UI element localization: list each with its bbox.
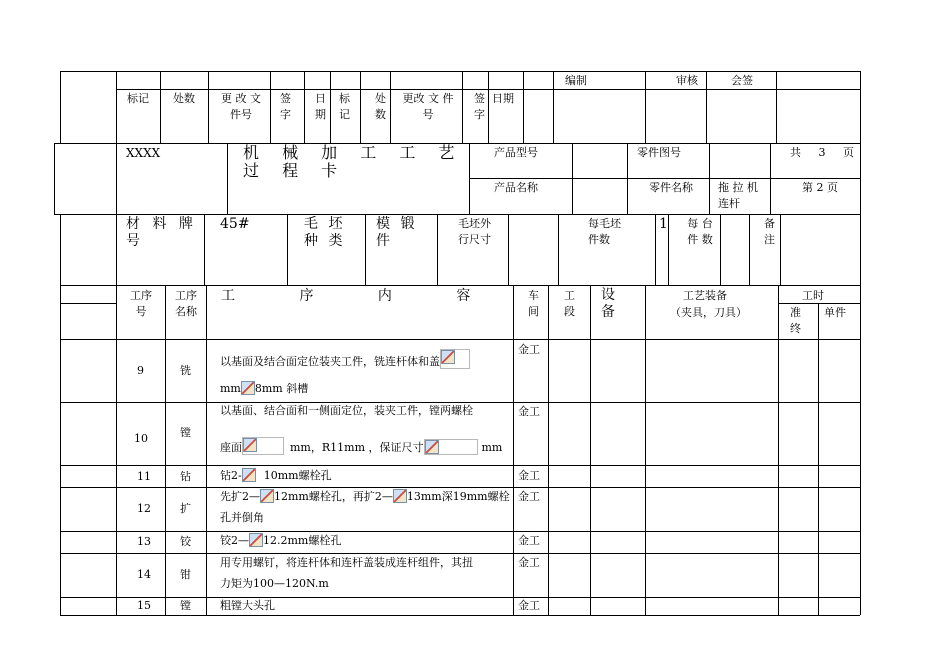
per-blank-label: 每毛坯 件数 xyxy=(588,217,621,246)
material-grade: 45# xyxy=(220,216,250,232)
workshop: 金工 xyxy=(518,490,540,503)
sign-label: 签 字 xyxy=(280,92,291,121)
sign-label-b: 签 字 xyxy=(474,92,485,121)
op-content: 以基面、结合面和一侧面定位，装夹工件，镗两螺栓 xyxy=(220,404,473,417)
image-placeholder-icon xyxy=(425,440,439,454)
col-op-content: 工 序 内 容 xyxy=(221,288,471,304)
mark-label: 标记 xyxy=(127,92,149,105)
image-placeholder-icon xyxy=(241,381,255,395)
op-name: 铰 xyxy=(180,535,191,548)
op-name: 扩 xyxy=(180,502,191,515)
card-title: 机 械 加 工 工 艺 过 程 卡 xyxy=(243,143,464,180)
image-placeholder-icon xyxy=(242,468,256,482)
workshop: 金工 xyxy=(518,599,540,612)
formula-image xyxy=(242,437,284,455)
formula-image xyxy=(440,349,470,369)
date-label-b: 日期 xyxy=(492,92,514,105)
op-number: 11 xyxy=(137,470,151,483)
company-name: XXXX xyxy=(126,146,161,160)
op-content: 钻2- 10mm螺栓孔 xyxy=(220,469,332,482)
col-workshop: 车 间 xyxy=(528,289,539,318)
op-name: 镗 xyxy=(180,599,191,612)
blank-size-label: 毛坯外 行尺寸 xyxy=(458,217,491,246)
blank-type-label: 毛 坯 种 类 xyxy=(304,216,346,249)
op-number: 9 xyxy=(137,364,144,377)
product-model-label: 产品型号 xyxy=(494,146,538,159)
col-op-name: 工序 名称 xyxy=(175,289,197,318)
op-number: 14 xyxy=(137,568,151,581)
op-content: 用专用螺钉，将连杆体和连杆盖装成连杆组件，其扭 xyxy=(220,556,473,569)
col-prep: 准 终 xyxy=(790,306,801,335)
total-pages: 共 3 页 xyxy=(790,146,854,159)
op-name: 镗 xyxy=(180,426,191,439)
place-count-label: 处数 xyxy=(173,92,195,105)
op-name: 钻 xyxy=(180,470,191,483)
page-number: 第 2 页 xyxy=(802,181,838,194)
op-content-line2: 力矩为100—120N.m xyxy=(220,577,329,590)
image-placeholder-icon xyxy=(393,489,407,503)
workshop: 金工 xyxy=(518,556,540,569)
op-number: 15 xyxy=(137,599,151,612)
op-number: 10 xyxy=(134,432,148,445)
compile-label: 编制 xyxy=(565,74,587,87)
op-content: 以基面及结合面定位装夹工件，铣连杆体和盖 xyxy=(220,349,470,370)
op-content: 粗镗大头孔 xyxy=(220,599,275,612)
col-tooling: 工艺装备 xyxy=(683,289,727,302)
part-name: 拖 拉 机 连杆 xyxy=(718,181,758,210)
workshop: 金工 xyxy=(518,343,540,356)
image-placeholder-icon xyxy=(260,489,274,503)
remarks-label: 备 注 xyxy=(764,217,775,246)
per-unit-label: 每 台 件 数 xyxy=(687,217,713,246)
image-placeholder-icon xyxy=(249,533,263,547)
op-number: 13 xyxy=(137,535,151,548)
image-placeholder-icon xyxy=(243,438,257,452)
op-content-line2: 孔并倒角 xyxy=(220,511,264,524)
col-section: 工 段 xyxy=(564,289,575,318)
op-content: 先扩2— 12mm螺栓孔，再扩2— 13mm深19mm螺栓 xyxy=(220,490,510,503)
op-number: 12 xyxy=(137,502,151,515)
blank-type: 模 锻 件 xyxy=(376,216,418,249)
col-hours: 工时 xyxy=(802,289,824,302)
place-count-label-b: 处 数 xyxy=(375,92,386,121)
formula-image xyxy=(424,439,478,455)
per-blank-count: 1 xyxy=(659,216,668,232)
mark-label-b: 标 记 xyxy=(339,92,350,121)
part-drawing-no-label: 零件图号 xyxy=(637,146,681,159)
op-content-line2: mm 8mm 斜槽 xyxy=(220,382,309,395)
countersign-label: 会签 xyxy=(731,74,753,87)
change-doc-no-label-b: 更改 文 件 号 xyxy=(402,92,454,121)
col-tooling-sub: （夹具，刀具） xyxy=(670,306,747,319)
material-grade-label: 材 料 牌 号 xyxy=(126,216,197,249)
image-placeholder-icon xyxy=(441,350,455,364)
product-name-label: 产品名称 xyxy=(494,181,538,194)
review-label: 审核 xyxy=(676,74,698,87)
op-name: 铣 xyxy=(180,364,191,377)
col-op-no: 工序 号 xyxy=(130,289,152,318)
op-content: 铰2— 12.2mm螺栓孔 xyxy=(220,534,342,547)
date-label: 日 期 xyxy=(315,92,326,121)
part-name-label: 零件名称 xyxy=(649,181,693,194)
change-doc-no-label: 更 改 文 件号 xyxy=(221,92,261,121)
workshop: 金工 xyxy=(518,534,540,547)
col-unit: 单件 xyxy=(824,306,846,319)
col-equipment: 设 备 xyxy=(601,287,615,320)
workshop: 金工 xyxy=(518,469,540,482)
op-content-line2: 座面 mm，R11mm ，保证尺寸 mm xyxy=(220,437,502,456)
workshop: 金工 xyxy=(518,405,540,418)
op-name: 钳 xyxy=(180,568,191,581)
